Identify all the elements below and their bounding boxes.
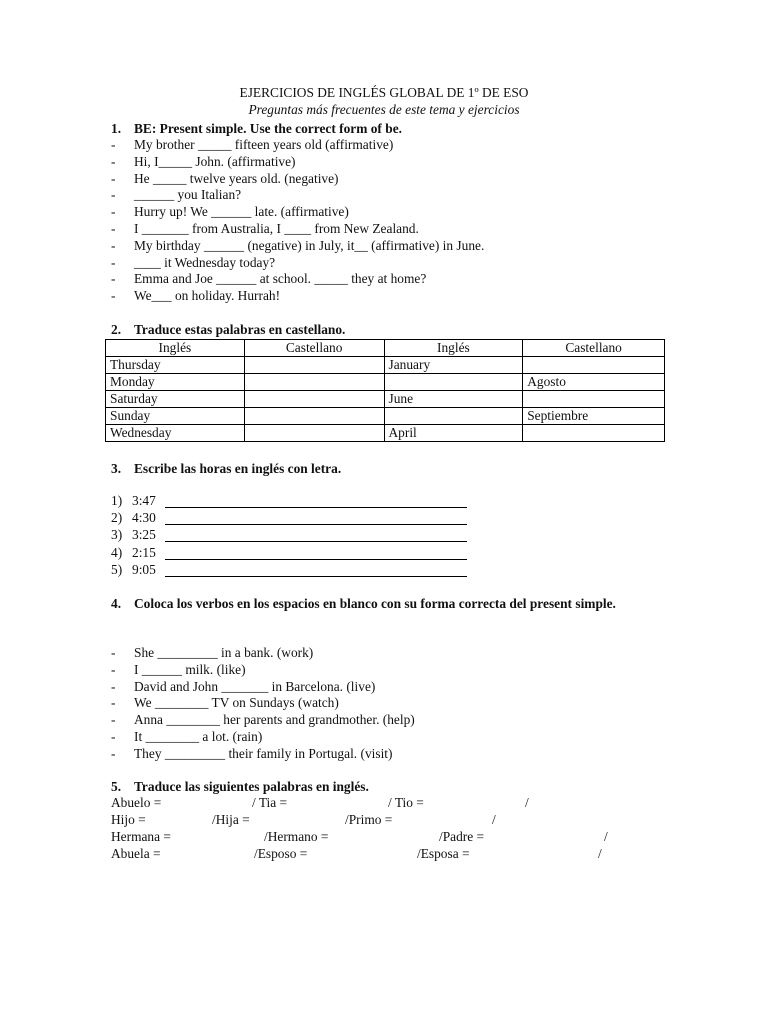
translation-entry: / Tio = xyxy=(388,795,424,810)
table-cell: June xyxy=(384,391,523,408)
exercise-sentence: We___ on holiday. Hurrah! xyxy=(134,288,281,304)
table-cell: Agosto xyxy=(523,374,665,391)
item-number: 3) xyxy=(111,527,123,543)
section-number: 2. xyxy=(111,322,122,337)
exercise-sentence: My brother _____ fifteen years old (affirmative) xyxy=(134,137,394,152)
answer-line xyxy=(165,576,467,577)
page-title: EJERCICIOS DE INGLÉS GLOBAL DE 1º DE ESO xyxy=(239,85,529,100)
translation-entry: /Esposo = xyxy=(254,846,308,861)
exercise-sentence: Emma and Joe ______ at school. _____ they at home? xyxy=(134,271,427,287)
table-cell: Saturday xyxy=(106,391,245,408)
exercise-sentence: David and John _______ in Barcelona. (live) xyxy=(134,678,376,694)
time-value: 3:25 xyxy=(132,527,156,543)
translation-entry: Abuela = xyxy=(111,846,161,861)
bullet-dash: - xyxy=(111,645,116,660)
bullet-dash: - xyxy=(111,254,116,270)
translation-entry: / xyxy=(604,829,608,844)
table-cell: Sunday xyxy=(106,408,245,425)
section-title: Traduce las siguientes palabras en inglés. xyxy=(134,779,369,794)
section-title: Coloca los verbos en los espacios en blanco con su forma correcta del present simple. xyxy=(134,596,616,611)
section-number: 3. xyxy=(111,461,122,476)
translation-entry: /Hermano = xyxy=(264,829,329,844)
translation-entry: / xyxy=(598,846,602,861)
bullet-dash: - xyxy=(111,661,116,677)
item-number: 2) xyxy=(111,510,123,526)
vocabulary-table xyxy=(105,339,665,442)
translation-entry: Hijo = xyxy=(111,812,146,827)
table-cell xyxy=(523,357,665,374)
exercise-sentence: My birthday ______ (negative) in July, it__ (affirmative) in June. xyxy=(134,237,485,253)
translation-entry: / xyxy=(525,795,529,810)
table-cell xyxy=(244,408,384,425)
exercise-sentence: ____ it Wednesday today? xyxy=(134,254,276,270)
table-cell xyxy=(244,374,384,391)
bullet-dash: - xyxy=(111,712,116,728)
translation-row xyxy=(111,812,651,829)
bullet-dash: - xyxy=(111,204,116,220)
table-header-row xyxy=(106,340,665,357)
column-header: Inglés xyxy=(384,340,523,357)
table-cell: April xyxy=(384,425,523,442)
bullet-dash: - xyxy=(111,745,116,761)
translation-entry: /Esposa = xyxy=(417,846,470,861)
table-cell xyxy=(384,408,523,425)
exercise-sentence: They _________ their family in Portugal. (visit) xyxy=(134,745,393,761)
bullet-dash: - xyxy=(111,220,116,236)
translation-grid xyxy=(111,795,651,863)
exercise-sentence: I ______ milk. (like) xyxy=(134,661,246,677)
translation-entry: / Tia = xyxy=(252,795,288,810)
table-row xyxy=(106,425,665,442)
section-number: 1. xyxy=(111,121,122,136)
answer-line xyxy=(165,524,467,525)
column-header: Castellano xyxy=(244,340,384,357)
translation-entry: /Primo = xyxy=(345,812,393,827)
bullet-dash: - xyxy=(111,237,116,253)
answer-line xyxy=(165,559,467,560)
table-row xyxy=(106,357,665,374)
translation-row xyxy=(111,795,651,812)
translation-entry: /Padre = xyxy=(439,829,485,844)
table-row xyxy=(106,374,665,391)
bullet-dash: - xyxy=(111,170,116,186)
section-number: 5. xyxy=(111,779,122,794)
exercise-sentence: It ________ a lot. (rain) xyxy=(134,728,263,744)
section-title: BE: Present simple. Use the correct form of be. xyxy=(134,121,402,136)
bullet-dash: - xyxy=(111,728,116,744)
translation-entry: Hermana = xyxy=(111,829,171,844)
section-title: Escribe las horas en inglés con letra. xyxy=(134,461,342,476)
translation-row xyxy=(111,829,651,846)
exercise-sentence: Anna ________ her parents and grandmother. (help) xyxy=(134,712,415,728)
table-cell: Monday xyxy=(106,374,245,391)
bullet-dash: - xyxy=(111,187,116,203)
exercise-sentence: Hi, I_____ John. (affirmative) xyxy=(134,153,296,169)
item-number: 5) xyxy=(111,561,123,577)
exercise-sentence: ______ you Italian? xyxy=(134,187,242,203)
bullet-dash: - xyxy=(111,288,116,304)
column-header: Castellano xyxy=(523,340,665,357)
translation-row xyxy=(111,846,651,863)
time-value: 3:47 xyxy=(132,493,156,508)
table-cell xyxy=(244,357,384,374)
item-number: 4) xyxy=(111,544,123,560)
translation-entry: /Hija = xyxy=(212,812,250,827)
table-row xyxy=(106,391,665,408)
table-cell xyxy=(523,425,665,442)
item-number: 1) xyxy=(111,493,123,508)
table-cell xyxy=(384,374,523,391)
exercise-sentence: I _______ from Australia, I ____ from New Zealand. xyxy=(134,220,419,236)
table-cell: Wednesday xyxy=(106,425,245,442)
table-row xyxy=(106,408,665,425)
page-subtitle: Preguntas más frecuentes de este tema y ejercicios xyxy=(248,102,520,117)
table-cell xyxy=(244,425,384,442)
answer-line xyxy=(165,541,467,542)
bullet-dash: - xyxy=(111,153,116,169)
table-cell xyxy=(523,391,665,408)
exercise-sentence: Hurry up! We ______ late. (affirmative) xyxy=(134,204,349,220)
column-header: Inglés xyxy=(106,340,245,357)
bullet-dash: - xyxy=(111,678,116,694)
section-title: Traduce estas palabras en castellano. xyxy=(134,322,346,337)
time-value: 9:05 xyxy=(132,561,156,577)
exercise-sentence: She _________ in a bank. (work) xyxy=(134,645,314,660)
table-cell: Septiembre xyxy=(523,408,665,425)
time-value: 2:15 xyxy=(132,544,156,560)
table-cell: January xyxy=(384,357,523,374)
exercise-sentence: We ________ TV on Sundays (watch) xyxy=(134,695,339,711)
time-value: 4:30 xyxy=(132,510,156,526)
table-cell: Thursday xyxy=(106,357,245,374)
section-number: 4. xyxy=(111,596,122,611)
exercise-sentence: He _____ twelve years old. (negative) xyxy=(134,170,339,186)
bullet-dash: - xyxy=(111,271,116,287)
answer-line xyxy=(165,507,467,508)
table-cell xyxy=(244,391,384,408)
bullet-dash: - xyxy=(111,695,116,711)
translation-entry: Abuelo = xyxy=(111,795,162,810)
bullet-dash: - xyxy=(111,137,116,152)
translation-entry: / xyxy=(492,812,496,827)
